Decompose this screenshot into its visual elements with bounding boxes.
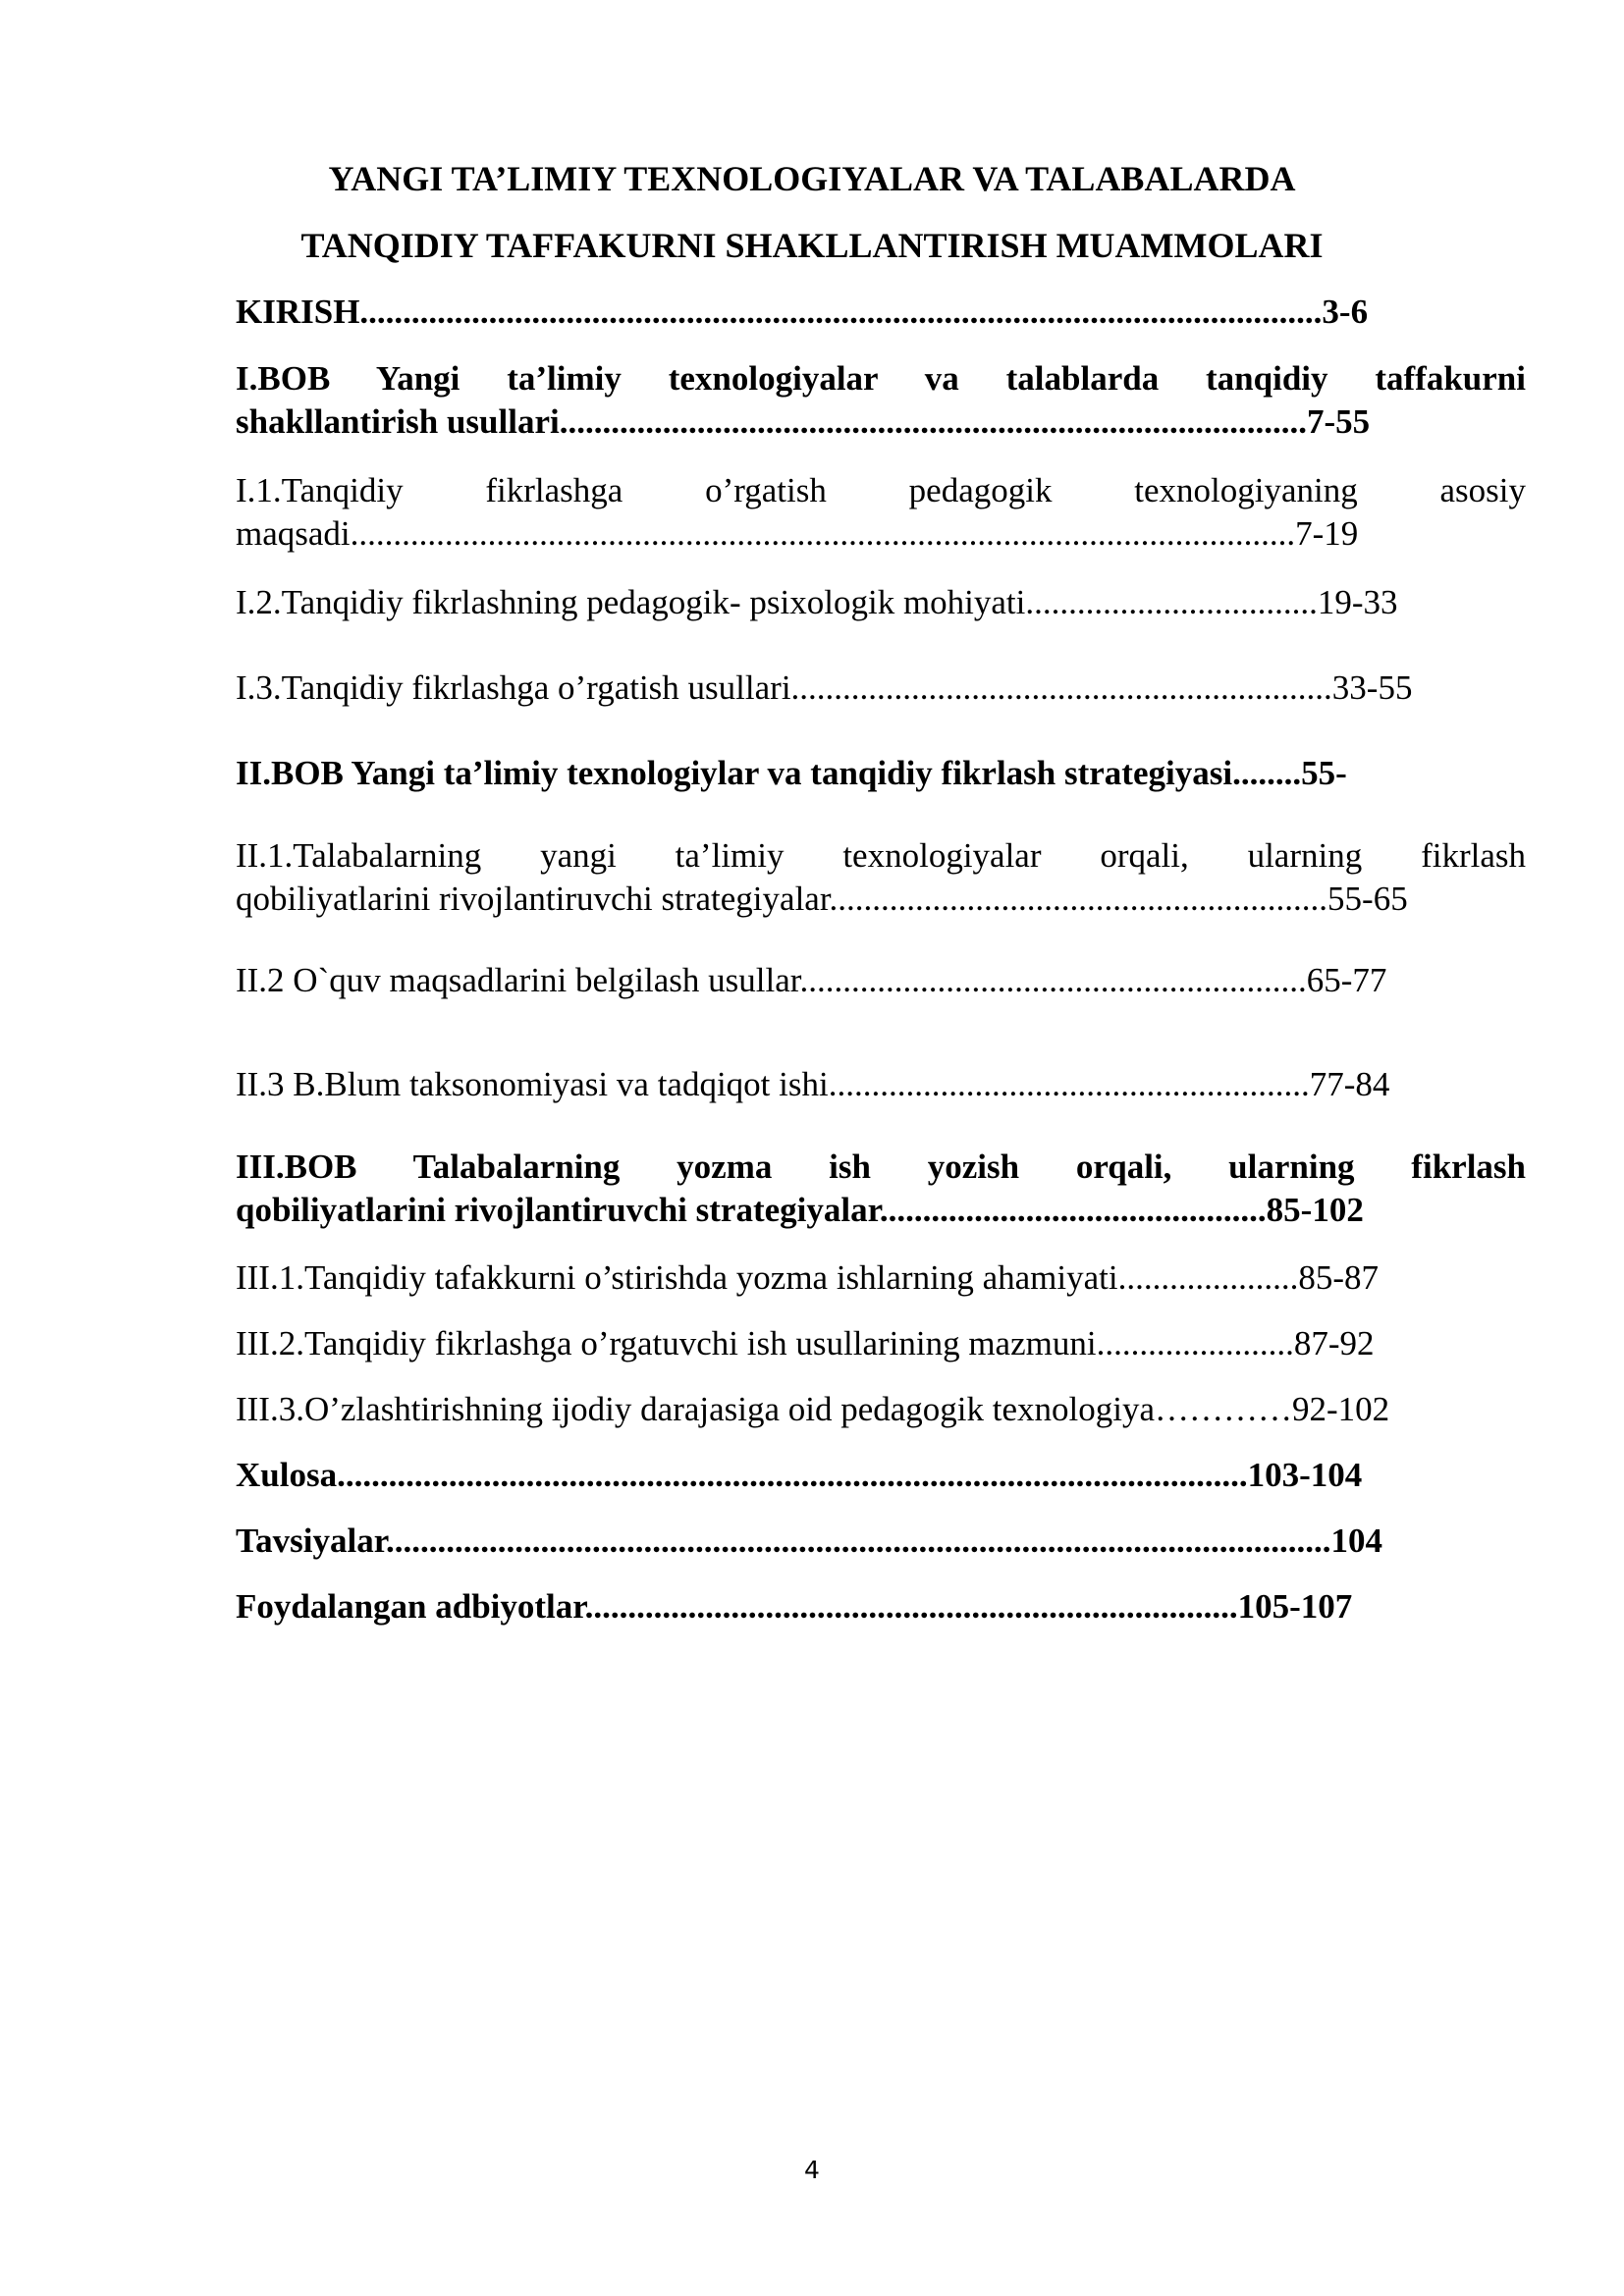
toc-entry-bob-3-line-1: III.BOB Talabalarning yozma ish yozish orqali, ularning fikrlash: [236, 1148, 1526, 1186]
toc-entry-1-1-line-1: I.1.Tanqidiy fikrlashga o’rgatish pedagogik texnologiyaning asosiy: [236, 471, 1526, 509]
toc-entry-tavsiyalar: Tavsiyalar..............................................................................................................104: [236, 1522, 1383, 1560]
toc-entry-2-1-line-2: qobiliyatlarini rivojlantiruvchi strategiyalar..........................................................55-65: [236, 880, 1408, 918]
toc-entry-foydalangan-adabiyotlar: Foydalangan adbiyotlar............................................................................105-107: [236, 1587, 1353, 1626]
document-title-line-2: TANQIDIY TAFFAKURNI SHAKLLANTIRISH MUAMMOLARI: [300, 226, 1324, 265]
toc-entry-3-2: III.2.Tanqidiy fikrlashga o’rgatuvchi ish usullarining mazmuni.......................87-92: [236, 1324, 1375, 1362]
toc-entry-bob-1-line-2: shakllantirish usullari.......................................................................................7-55: [236, 402, 1371, 441]
toc-entry-bob-2: II.BOB Yangi ta’limiy texnologiylar va tanqidiy fikrlash strategiyasi........55-: [236, 754, 1347, 792]
toc-entry-3-3: III.3.O’zlashtirishning ijodiy darajasiga oid pedagogik texnologiya…………92-102: [236, 1390, 1390, 1428]
toc-entry-2-1-line-1: II.1.Talabalarning yangi ta’limiy texnologiyalar orqali, ularning fikrlash: [236, 836, 1526, 875]
toc-entry-xulosa: Xulosa..........................................................................................................103-104: [236, 1456, 1363, 1494]
toc-entry-3-1: III.1.Tanqidiy tafakkurni o’stirishda yozma ishlarning ahamiyati.....................85-87: [236, 1258, 1379, 1297]
toc-entry-2-2: II.2 O`quv maqsadlarini belgilash usullar...........................................................65-77: [236, 961, 1387, 999]
toc-entry-2-3: II.3 B.Blum taksonomiyasi va tadqiqot ishi........................................................77-84: [236, 1065, 1390, 1103]
toc-entry-kirish: KIRISH................................................................................................................3-6: [236, 293, 1369, 331]
toc-entry-1-2: I.2.Tanqidiy fikrlashning pedagogik- psixologik mohiyati..................................19-33: [236, 583, 1398, 621]
document-title-line-1: YANGI TA’LIMIY TEXNOLOGIYALAR VA TALABALARDA: [328, 159, 1296, 198]
page-number: 4: [804, 2156, 820, 2184]
toc-entry-bob-3-line-2: qobiliyatlarini rivojlantiruvchi strategiyalar.............................................85-102: [236, 1191, 1364, 1229]
toc-entry-1-1-line-2: maqsadi..............................................................................................................7-19: [236, 514, 1359, 553]
toc-entry-1-3: I.3.Tanqidiy fikrlashga o’rgatish usullari...............................................................33-55: [236, 668, 1413, 707]
toc-entry-bob-1-line-1: I.BOB Yangi ta’limiy texnologiyalar va talablarda tanqidiy taffakurni: [236, 359, 1526, 398]
